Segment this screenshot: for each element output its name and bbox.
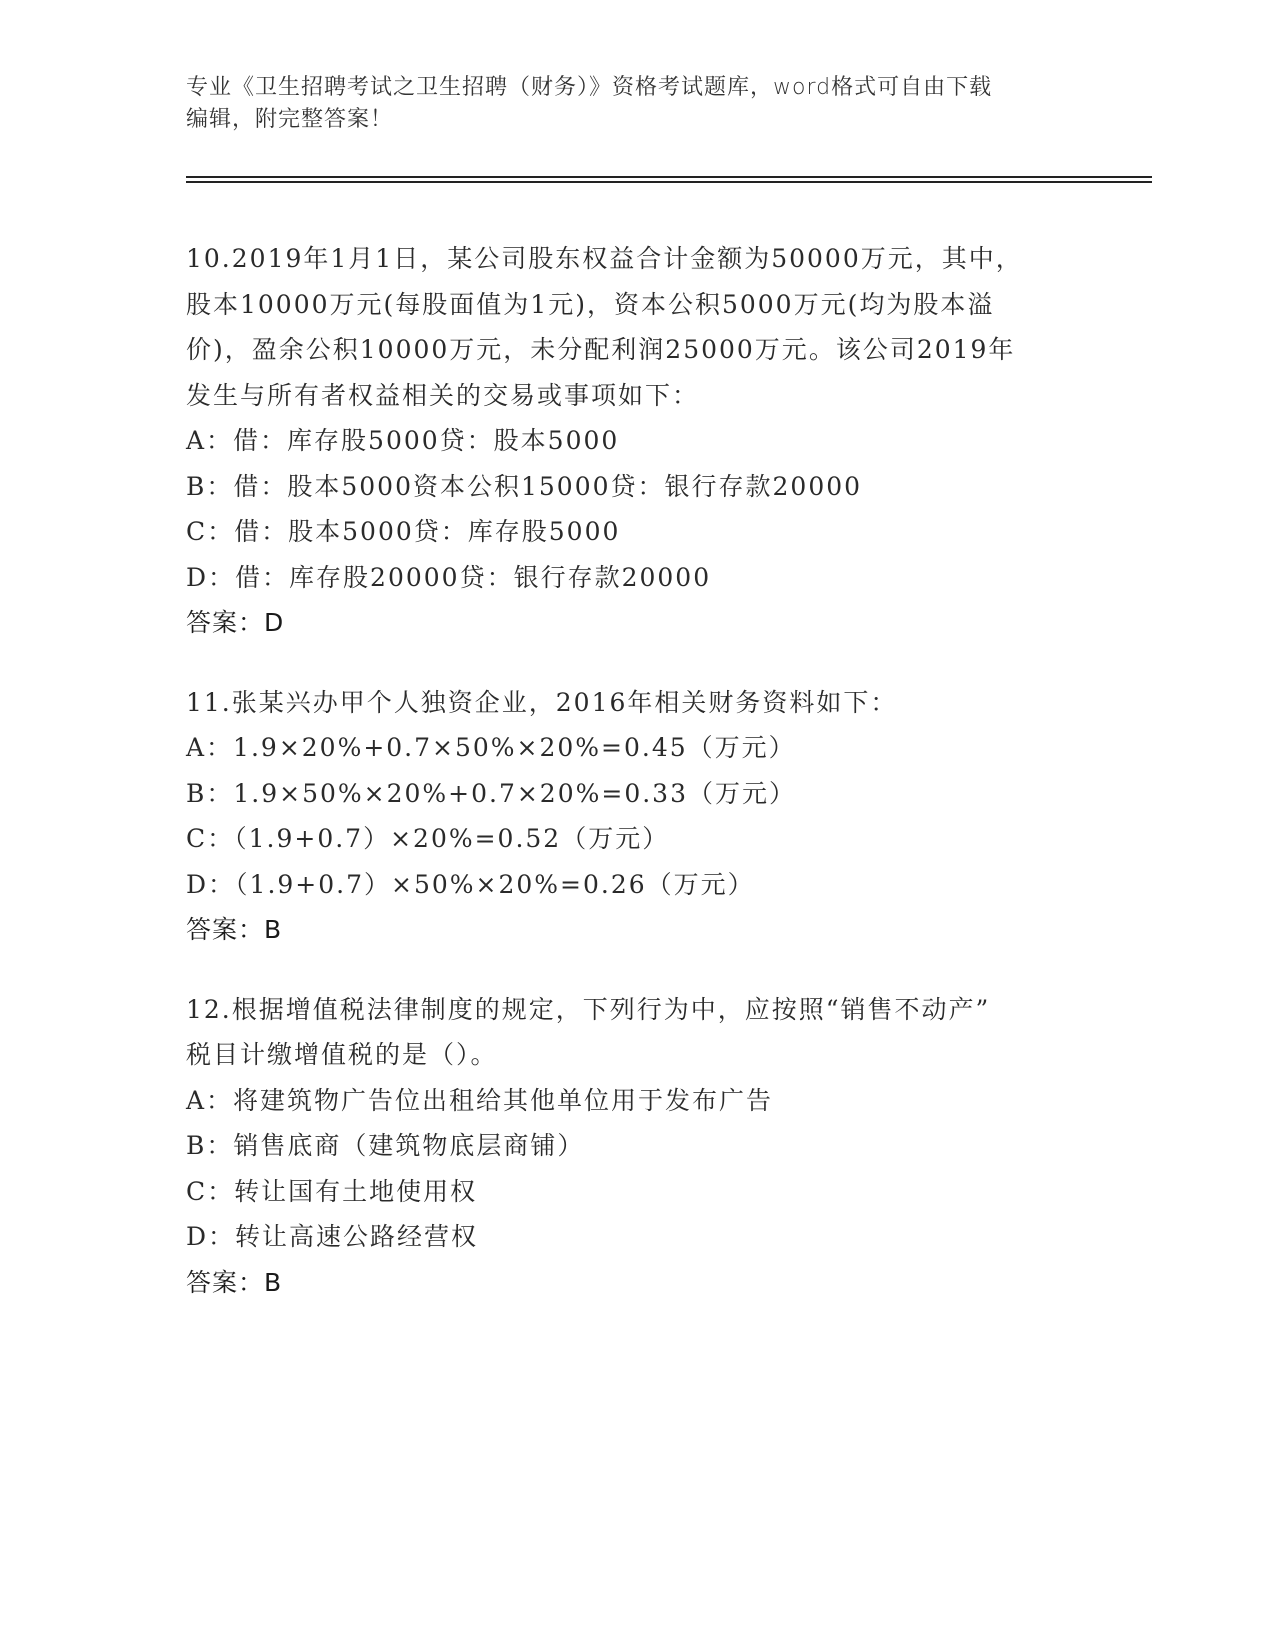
header-line-2: 编辑，附完整答案！ xyxy=(186,107,394,132)
document-header xyxy=(186,72,1086,136)
option-a: A：将建筑物广告位出租给其他单位用于发布广告 xyxy=(186,1085,774,1115)
option-b: B：销售底商（建筑物底层商铺） xyxy=(186,1131,585,1160)
option-b: B：1.9×50%×20%+0.7×20%=0.33（万元） xyxy=(186,778,796,808)
question-stem-line: 10.2019年1月1日，某公司股东权益合计金额为50000万元，其中， xyxy=(186,244,1023,273)
question-10 xyxy=(186,236,1086,646)
question-stem-line: 股本10000万元(每股面值为1元)，资本公积5000万元(均为股本溢 xyxy=(186,289,995,319)
header-line-1: 专业《卫生招聘考试之卫生招聘（财务）》资格考试题库，word格式可自由下载 xyxy=(186,75,993,100)
question-12 xyxy=(186,987,1086,1306)
option-a: A：借：库存股5000贷：股本5000 xyxy=(186,426,620,455)
question-stem-line: 11.张某兴办甲个人独资企业，2016年相关财务资料如下： xyxy=(186,687,898,717)
question-list xyxy=(186,236,1086,1339)
question-11 xyxy=(186,680,1086,953)
option-c: C：（1.9+0.7）×20%=0.52（万元） xyxy=(186,824,670,853)
option-b: B：借：股本5000资本公积15000贷：银行存款20000 xyxy=(186,471,863,501)
question-stem-line: 税目计缴增值税的是（）。 xyxy=(186,1040,498,1069)
question-stem-line: 价)，盈余公积10000万元，未分配利润25000万元。该公司2019年 xyxy=(186,335,1016,364)
answer-label: 答案：B xyxy=(186,1267,283,1297)
question-stem-line: 发生与所有者权益相关的交易或事项如下： xyxy=(186,380,700,410)
option-d: D：（1.9+0.7）×50%×20%=0.26（万元） xyxy=(186,869,755,899)
option-c: C：转让国有土地使用权 xyxy=(186,1176,478,1206)
option-a: A：1.9×20%+0.7×50%×20%=0.45（万元） xyxy=(186,733,796,762)
option-d: D：借：库存股20000贷：银行存款20000 xyxy=(186,562,712,592)
question-stem-line: 12.根据增值税法律制度的规定，下列行为中，应按照“销售不动产” xyxy=(186,994,991,1024)
header-divider-top xyxy=(186,176,1152,178)
header-divider-bottom xyxy=(186,181,1152,183)
option-d: D：转让高速公路经营权 xyxy=(186,1222,479,1251)
answer-label: 答案：D xyxy=(186,608,285,637)
answer-label: 答案：B xyxy=(186,915,283,944)
option-c: C：借：股本5000贷：库存股5000 xyxy=(186,517,621,546)
